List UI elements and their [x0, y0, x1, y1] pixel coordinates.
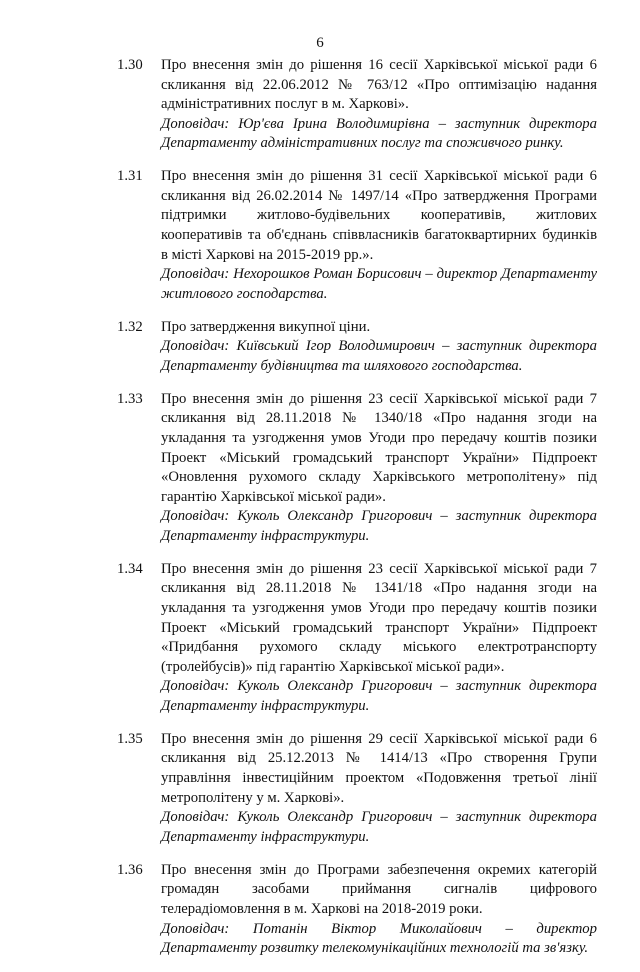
- agenda-item: [117, 560, 597, 717]
- page-number: 6: [316, 35, 324, 51]
- agenda-item-body: [161, 167, 597, 304]
- agenda-item-text: Про внесення змін до рішення 23 сесії Харківської міської ради 7 скликання від 28.11.2018 № 1341/18 «Про надання згоди на укладання та узгодження умов Угоди про передачу коштів позики Проект «Міський громадський транспорт України» Підпроект «Придбання рухомого складу міського електротранспорту (тролейбусів)» під гарантію Харківської міської ради».: [161, 560, 597, 675]
- agenda-item-text: Про внесення змін до рішення 29 сесії Харківської міської ради 6 скликання від 25.12.2013 № 1414/13 «Про створення Групи управління інвестиційним проектом «Подовження третьої лінії метрополітену у м. Харкові».: [161, 730, 597, 806]
- agenda-item-text: Про затвердження викупної ціни.: [161, 318, 371, 335]
- agenda-item-number: 1.32: [117, 318, 143, 335]
- agenda-item-number: 1.35: [117, 730, 143, 747]
- agenda-item: [117, 861, 597, 959]
- agenda-item-speaker: Доповідач: Київський Ігор Володимирович – заступник директора Департаменту будівництва та шляхового господарства.: [161, 338, 597, 374]
- agenda-item-text: Про внесення змін до рішення 16 сесії Харківської міської ради 6 скликання від 22.06.2012 № 763/12 «Про оптимізацію надання адміністративних послуг в м. Харкові».: [161, 57, 597, 113]
- agenda-item-speaker: Доповідач: Юр'єва Ірина Володимирівна – заступник директора Департаменту адміністративних послуг та споживчого ринку.: [161, 115, 597, 152]
- agenda-item-number: 1.31: [117, 168, 143, 185]
- agenda-item-text: Про внесення змін до Програми забезпечення окремих категорій громадян засобами приймання сигналів цифрового телерадіомовлення в м. Харкові на 2018-2019 роки.: [161, 861, 597, 917]
- agenda-item-speaker: Доповідач: Куколь Олександр Григорович – заступник директора Департаменту інфраструктури.: [161, 678, 597, 714]
- agenda-item-body: [161, 318, 597, 377]
- agenda-item-speaker: Доповідач: Куколь Олександр Григорович – заступник директора Департаменту інфраструктури.: [161, 508, 597, 544]
- agenda-item: [117, 390, 597, 547]
- agenda-item-body: [161, 56, 597, 154]
- agenda-item-body: [161, 730, 597, 848]
- agenda-item-body: [161, 861, 597, 959]
- agenda-item-number: 1.30: [117, 57, 143, 73]
- agenda-item-speaker: Доповідач: Потанін Віктор Миколайович – директор Департаменту розвитку телекомунікаційних технологій та зв'язку.: [161, 920, 597, 957]
- agenda-item-body: [161, 390, 597, 547]
- agenda-item-speaker: Доповідач: Куколь Олександр Григорович – заступник директора Департаменту інфраструктури.: [161, 809, 597, 845]
- agenda-item-body: [161, 560, 597, 717]
- agenda-item-speaker: Доповідач: Нехорошков Роман Борисович – директор Департаменту житлового господарства.: [161, 266, 597, 302]
- agenda-item-text: Про внесення змін до рішення 31 сесії Харківської міської ради 6 скликання від 26.02.2014 № 1497/14 «Про затвердження Програми підтримки житлово-будівельних кооперативів, житлових кооперативів та об'єднань співвласників багатоквартирних будинків в місті Харкові на 2015-2019 рр.».: [161, 168, 597, 263]
- agenda-item: [117, 318, 597, 377]
- agenda-item-number: 1.36: [117, 861, 143, 878]
- agenda-item: [117, 730, 597, 848]
- agenda-item-number: 1.34: [117, 560, 143, 577]
- agenda-item: [117, 167, 597, 304]
- agenda-item-text: Про внесення змін до рішення 23 сесії Харківської міської ради 7 скликання від 28.11.2018 № 1340/18 «Про надання згоди на укладання та узгодження умов Угоди про передачу коштів позики Проект «Міський громадський транспорт України» Підпроект «Оновлення рухомого складу Харківського метрополітену» під гарантію Харківської міської ради».: [161, 390, 597, 505]
- agenda-list: [117, 56, 597, 972]
- agenda-item-number: 1.33: [117, 390, 143, 407]
- agenda-item: [117, 56, 597, 154]
